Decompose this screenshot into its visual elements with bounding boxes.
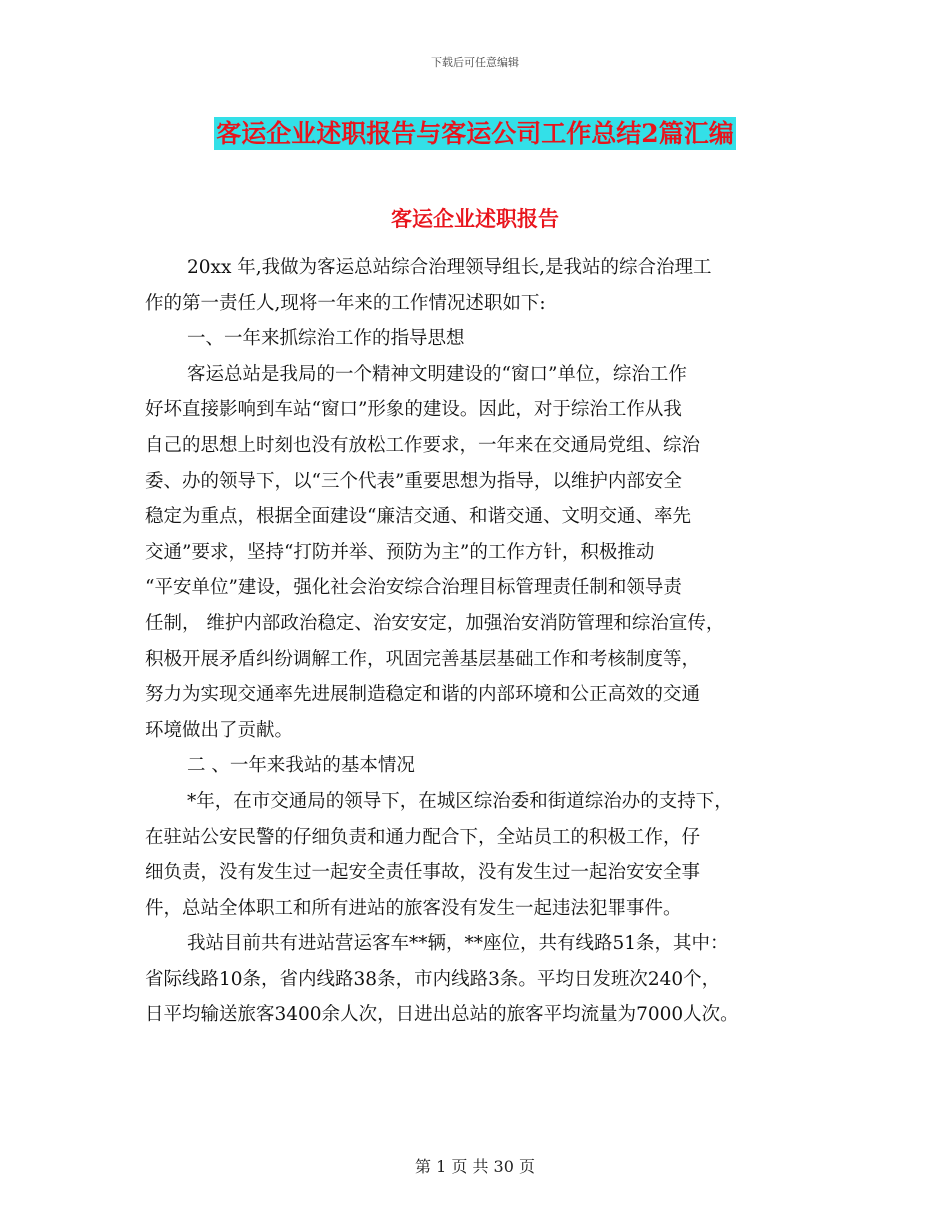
text-line: 一、一年来抓综治工作的指导思想 [187,328,465,350]
text-line: 客运总站是我局的一个精神文明建设的“窗口”单位，综治工作 [187,363,687,385]
body-text [145,250,815,1033]
text-line: 作的第一责任人,现将一年来的工作情况述职如下: [145,292,546,314]
document-title [0,114,950,150]
text-line: 任制， 维护内部政治稳定、治安安定，加强治安消防管理和综治宣传， [145,612,725,634]
text-line: 细负责，没有发生过一起安全责任事故，没有发生过一起治安安全事 [145,862,701,884]
page-footer: 第 1 页 共 30 页 [415,1157,535,1176]
text-line: 积极开展矛盾纠纷调解工作，巩固完善基层基础工作和考核制度等， [145,648,701,670]
text-line: *年，在市交通局的领导下，在城区综治委和街道综治办的支持下， [187,790,733,812]
text-line: 在驻站公安民警的仔细负责和通力配合下，全站员工的积极工作，仔 [145,826,701,848]
text-line: 环境做出了贡献。 [145,719,294,741]
text-line: 努力为实现交通率先进展制造稳定和谐的内部环境和公正高效的交通 [145,684,701,706]
document-title-text: 客运企业述职报告与客运公司工作总结2篇汇编 [216,119,734,148]
text-line: 稳定为重点，根据全面建设“廉洁交通、和谐交通、文明交通、率先 [145,506,691,528]
text-line: 20xx 年,我做为客运总站综合治理领导组长,是我站的综合治理工 [187,257,712,278]
section-title: 客运企业述职报告 [391,206,559,231]
text-line: “平安单位”建设，强化社会治安综合治理目标管理责任制和领导责 [145,577,682,599]
text-line: 件，总站全体职工和所有进站的旅客没有发生一起违法犯罪事件。 [145,897,682,919]
text-line: 交通”要求，坚持“打防并举、预防为主”的工作方针，积极推动 [145,541,655,563]
text-line: 自己的思想上时刻也没有放松工作要求，一年来在交通局党组、综治 [145,434,701,456]
text-line: 日平均输送旅客3400余人次，日进出总站的旅客平均流量为7000人次。 [145,1004,739,1026]
text-line: 我站目前共有进站营运客车**辆，**座位，共有线路51条，其中： [187,933,729,955]
text-line: 委、办的领导下，以“三个代表”重要思想为指导，以维护内部安全 [145,470,682,492]
text-line: 好坏直接影响到车站“窗口”形象的建设。因此，对于综治工作从我 [145,399,682,421]
text-line: 省际线路10条，省内线路38条，市内线路3条。平均日发班次240个， [145,968,721,990]
text-line: 二 、一年来我站的基本情况 [187,755,415,777]
header-note: 下载后可任意编辑 [431,56,519,69]
